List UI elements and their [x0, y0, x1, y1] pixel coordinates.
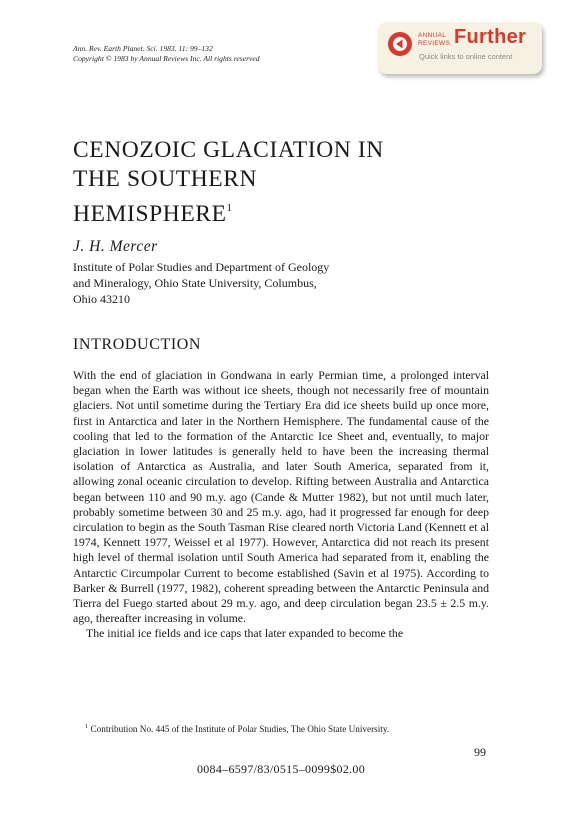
further-links-badge[interactable] [378, 22, 542, 74]
section-heading: INTRODUCTION [73, 336, 202, 353]
body-paragraph-1: With the end of glaciation in Gondwana in early Permian time, a prolonged interval began when the Earth was without ice sheets, though not necessarily free of mountain glaciers. Not until sometime during the Tertiary Era did ice sheets build up once more, first in Antarctica and later in the Northern Hemisphere. The fundamental cause of the cooling that led to the formation of the Antarctic Ice Sheet and, eventually, to major glaciation in lower latitudes is generally held to have been the increasing thermal isolation of Antarctica as Australia, and later South America, separated from it, allowing zonal oceanic circulation to develop. Rifting between Australia and Antarctica began between 110 and 90 m.y. ago (Cande & Mutter 1982), but not until much later, probably sometime between 30 and 25 m.y. ago, had it progressed far enough for deep circulation to begin as the South Tasman Rise cleared north Victoria Land (Kennett et al 1974, Kennett 1977, Weissel et al 1977). However, Antarctica did not reach its present high level of thermal isolation until South America had separated from it, enabling the Antarctic Circumpolar Current to become established (Savin et al 1975). According to Barker & Burrell (1977, 1982), coherent spreading between the Antarctic Peninsula and Tierra del Fuego started about 29 m.y. ago, and deep circulation began 23.5 ± 2.5 m.y. ago, thereafter increasing in volume. [73, 368, 489, 626]
body-text [73, 368, 489, 642]
copyright-notice: Copyright © 1983 by Annual Reviews Inc. All rights reserved [73, 54, 260, 63]
title-line-3 [73, 194, 473, 229]
title-line-1: CENOZOIC GLACIATION IN [73, 137, 384, 163]
annual-label: ANNUAL [418, 32, 447, 39]
annual-reviews-logo-text [418, 32, 450, 47]
back-arrow-icon [388, 32, 412, 56]
journal-reference: Ann. Rev. Earth Planet. Sci. 1983. 11: 99–132 [73, 44, 213, 53]
footnote-text: Contribution No. 445 of the Institute of Polar Studies, The Ohio State University. [90, 724, 390, 735]
affiliation-line-3: Ohio 43210 [73, 291, 130, 306]
title-line-3-text: HEMISPHERE [73, 201, 227, 227]
further-tagline: Quick links to online content [419, 52, 513, 61]
author-affiliation [73, 260, 393, 307]
journal-citation [73, 44, 260, 64]
body-paragraph-2: The initial ice fields and ice caps that later expanded to become the [86, 626, 404, 641]
affiliation-line-2: and Mineralogy, Ohio State University, Columbus, [73, 275, 317, 290]
further-label: Further [454, 26, 527, 48]
title-line-2: THE SOUTHERN [73, 166, 258, 192]
page-number: 99 [474, 745, 486, 759]
affiliation-line-1: Institute of Polar Studies and Department of Geology [73, 260, 330, 274]
title-footnote-mark: 1 [226, 202, 233, 214]
footnote-mark: 1 [85, 723, 89, 730]
author-name: J. H. Mercer [73, 238, 158, 255]
footnote [85, 723, 389, 734]
reviews-label: REVIEWS [418, 39, 451, 47]
issn-price-line: 0084–6597/83/0515–0099$02.00 [196, 762, 366, 776]
article-title [73, 136, 473, 229]
